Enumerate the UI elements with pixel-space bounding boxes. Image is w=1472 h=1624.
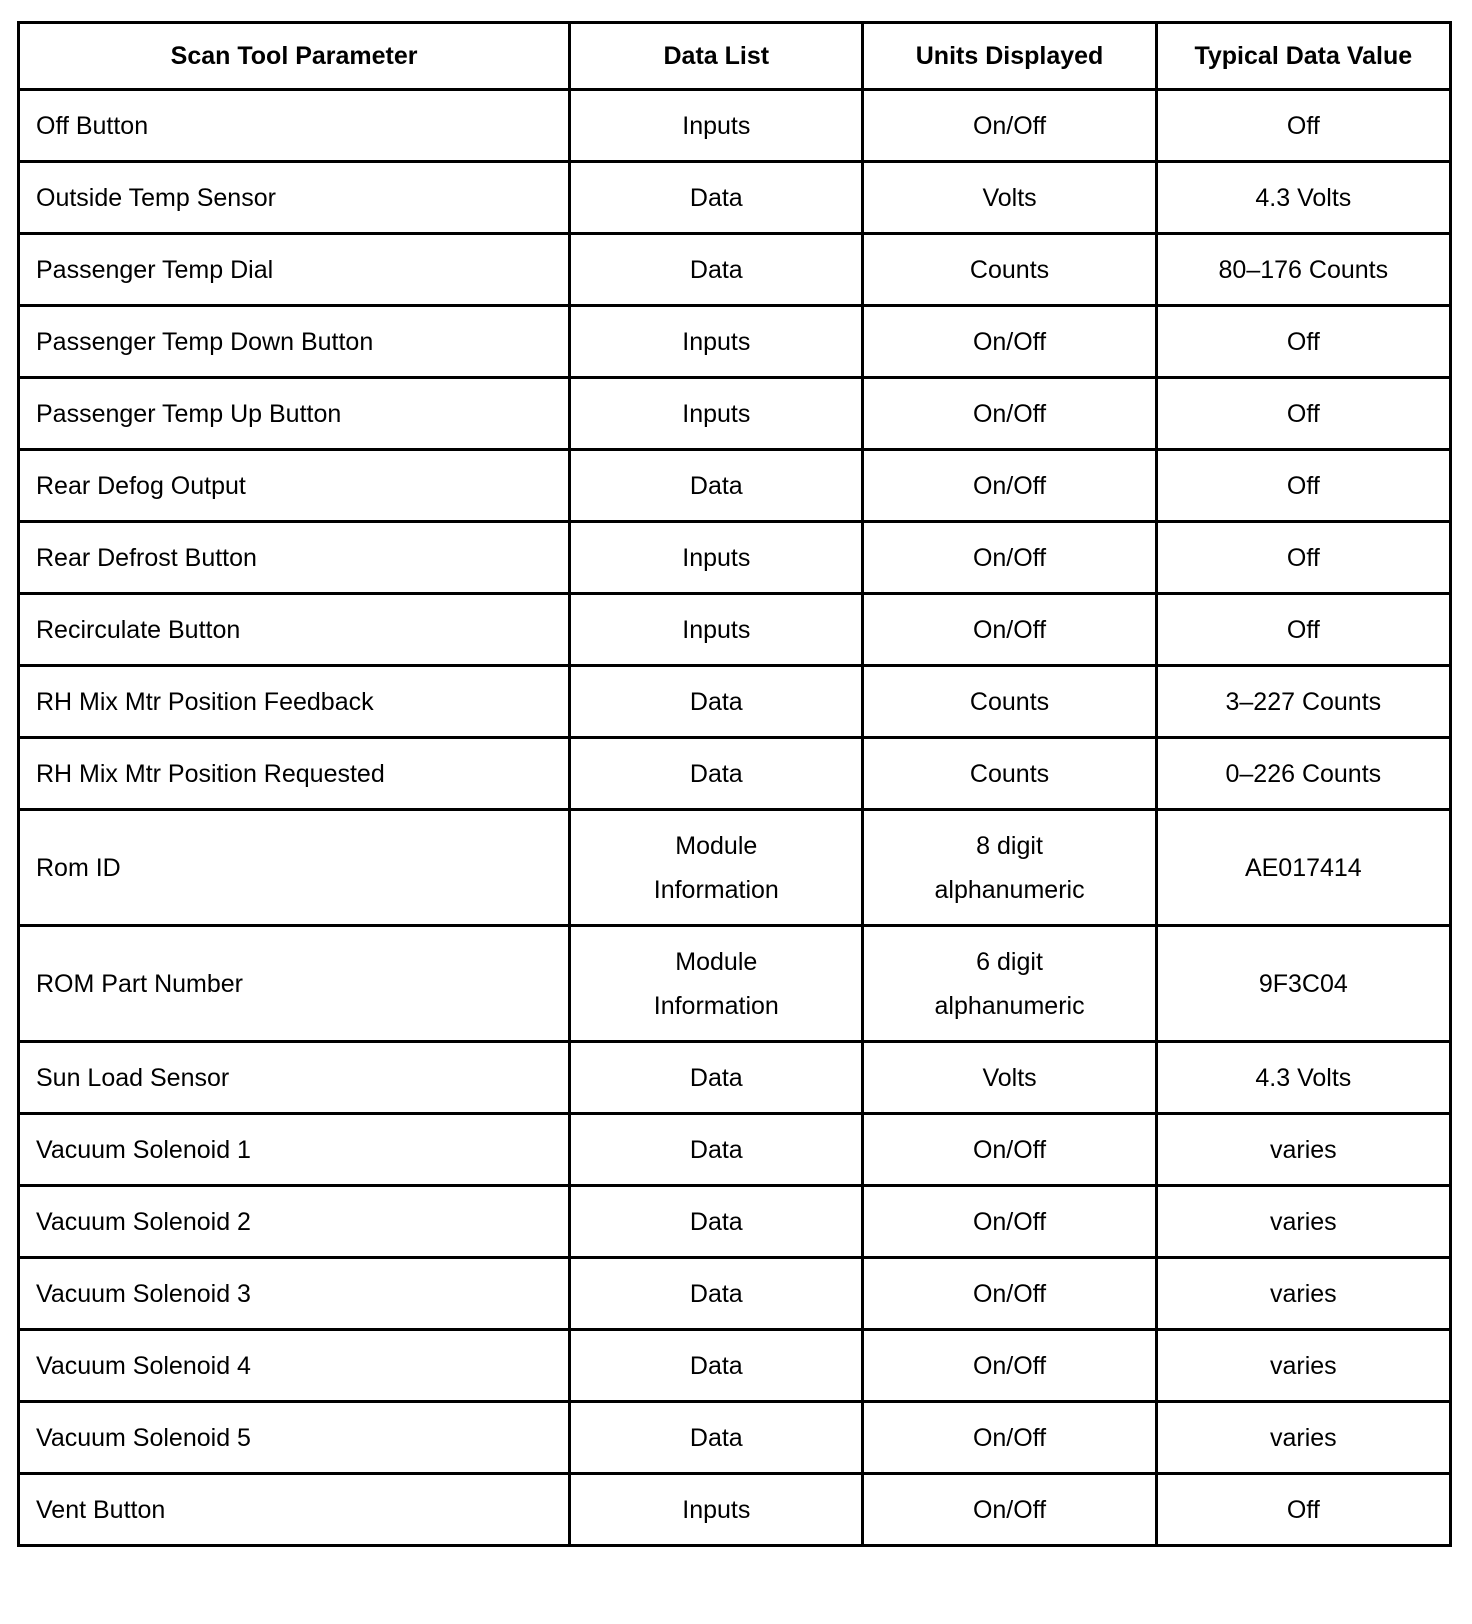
table-row [19, 1042, 1451, 1114]
parameter-cell: Vacuum Solenoid 1 [19, 1114, 570, 1186]
data-list-cell: Data [570, 1402, 863, 1474]
units-cell: Counts [863, 666, 1156, 738]
typical-value-cell: varies [1156, 1258, 1450, 1330]
table-row [19, 306, 1451, 378]
table-row [19, 1258, 1451, 1330]
data-list-cell: Inputs [570, 378, 863, 450]
table-row [19, 162, 1451, 234]
data-list-cell: Inputs [570, 306, 863, 378]
table-row [19, 1402, 1451, 1474]
header-units: Units Displayed [863, 23, 1156, 90]
typical-value-cell: varies [1156, 1402, 1450, 1474]
typical-value-cell: Off [1156, 594, 1450, 666]
table-row [19, 90, 1451, 162]
table-row [19, 1114, 1451, 1186]
parameter-cell: Recirculate Button [19, 594, 570, 666]
table-row [19, 522, 1451, 594]
table-row [19, 234, 1451, 306]
data-list-cell: Inputs [570, 1474, 863, 1546]
header-data-list: Data List [570, 23, 863, 90]
data-list-cell: Data [570, 1042, 863, 1114]
data-list-cell: Data [570, 1186, 863, 1258]
table-row [19, 666, 1451, 738]
parameter-cell: ROM Part Number [19, 926, 570, 1042]
table-row [19, 450, 1451, 522]
parameter-cell: Vacuum Solenoid 3 [19, 1258, 570, 1330]
units-cell: On/Off [863, 306, 1156, 378]
units-cell: Counts [863, 738, 1156, 810]
parameter-cell: Rom ID [19, 810, 570, 926]
data-list-cell: Data [570, 1330, 863, 1402]
units-cell: On/Off [863, 1402, 1156, 1474]
data-list-cell: Data [570, 1114, 863, 1186]
typical-value-cell: Off [1156, 90, 1450, 162]
header-row [19, 23, 1451, 90]
typical-value-cell: varies [1156, 1330, 1450, 1402]
typical-value-cell: Off [1156, 378, 1450, 450]
table-row [19, 926, 1451, 1042]
units-cell: On/Off [863, 594, 1156, 666]
units-cell: Counts [863, 234, 1156, 306]
parameter-cell: Vent Button [19, 1474, 570, 1546]
table-row [19, 1186, 1451, 1258]
data-list-cell: Module Information [570, 926, 863, 1042]
units-cell: 8 digit alphanumeric [863, 810, 1156, 926]
typical-value-cell: Off [1156, 450, 1450, 522]
typical-value-cell: Off [1156, 522, 1450, 594]
data-list-cell: Inputs [570, 90, 863, 162]
parameter-cell: RH Mix Mtr Position Feedback [19, 666, 570, 738]
units-cell: On/Off [863, 378, 1156, 450]
typical-value-cell: varies [1156, 1186, 1450, 1258]
typical-value-cell: AE017414 [1156, 810, 1450, 926]
units-cell: On/Off [863, 1330, 1156, 1402]
units-cell: On/Off [863, 1258, 1156, 1330]
data-list-cell: Data [570, 450, 863, 522]
units-cell: On/Off [863, 450, 1156, 522]
data-list-cell: Data [570, 234, 863, 306]
units-cell: On/Off [863, 1114, 1156, 1186]
units-cell: On/Off [863, 1474, 1156, 1546]
table-row [19, 594, 1451, 666]
data-list-cell: Module Information [570, 810, 863, 926]
parameter-cell: Passenger Temp Dial [19, 234, 570, 306]
typical-value-cell: varies [1156, 1114, 1450, 1186]
units-cell: Volts [863, 162, 1156, 234]
typical-value-cell: Off [1156, 306, 1450, 378]
table-row [19, 1474, 1451, 1546]
parameter-cell: Outside Temp Sensor [19, 162, 570, 234]
typical-value-cell: Off [1156, 1474, 1450, 1546]
table-row [19, 738, 1451, 810]
data-list-cell: Data [570, 1258, 863, 1330]
units-cell: 6 digit alphanumeric [863, 926, 1156, 1042]
parameter-cell: Off Button [19, 90, 570, 162]
data-list-cell: Data [570, 162, 863, 234]
data-list-cell: Inputs [570, 522, 863, 594]
units-cell: On/Off [863, 1186, 1156, 1258]
table-row [19, 378, 1451, 450]
units-cell: On/Off [863, 522, 1156, 594]
typical-value-cell: 80–176 Counts [1156, 234, 1450, 306]
parameter-cell: Vacuum Solenoid 5 [19, 1402, 570, 1474]
typical-value-cell: 9F3C04 [1156, 926, 1450, 1042]
parameter-cell: Sun Load Sensor [19, 1042, 570, 1114]
parameter-cell: RH Mix Mtr Position Requested [19, 738, 570, 810]
parameter-cell: Vacuum Solenoid 2 [19, 1186, 570, 1258]
parameter-cell: Passenger Temp Down Button [19, 306, 570, 378]
header-parameter: Scan Tool Parameter [19, 23, 570, 90]
typical-value-cell: 4.3 Volts [1156, 162, 1450, 234]
scan-tool-parameter-table [17, 21, 1452, 1547]
typical-value-cell: 4.3 Volts [1156, 1042, 1450, 1114]
typical-value-cell: 3–227 Counts [1156, 666, 1450, 738]
data-list-cell: Data [570, 666, 863, 738]
table-row [19, 1330, 1451, 1402]
parameter-cell: Rear Defog Output [19, 450, 570, 522]
typical-value-cell: 0–226 Counts [1156, 738, 1450, 810]
parameter-cell: Passenger Temp Up Button [19, 378, 570, 450]
parameter-cell: Vacuum Solenoid 4 [19, 1330, 570, 1402]
units-cell: On/Off [863, 90, 1156, 162]
header-typical-value: Typical Data Value [1156, 23, 1450, 90]
units-cell: Volts [863, 1042, 1156, 1114]
parameter-cell: Rear Defrost Button [19, 522, 570, 594]
data-list-cell: Data [570, 738, 863, 810]
table-row [19, 810, 1451, 926]
data-list-cell: Inputs [570, 594, 863, 666]
